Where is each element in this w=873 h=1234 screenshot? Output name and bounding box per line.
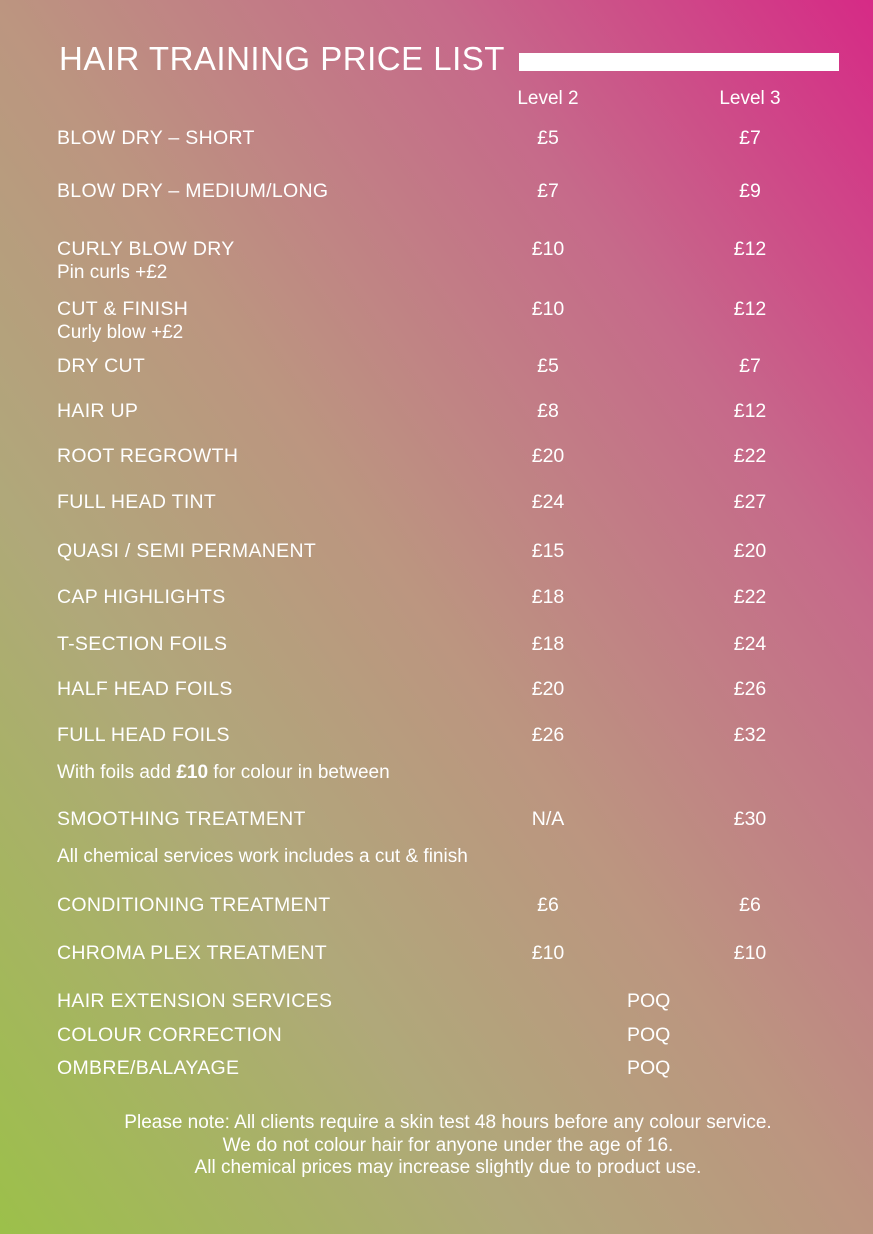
price-level-3: £6	[739, 894, 761, 916]
price-level-2: £26	[531, 724, 565, 746]
price-on-quote: POQ	[627, 990, 671, 1012]
column-header-level-3: Level 3	[719, 88, 781, 109]
price-level-3: £12	[733, 298, 767, 320]
service-name: COLOUR CORRECTION	[57, 1024, 283, 1046]
price-level-2: £10	[531, 238, 565, 260]
service-name: FULL HEAD TINT	[57, 491, 217, 513]
price-level-3: £7	[739, 127, 761, 149]
foils-note	[57, 762, 390, 784]
service-name: HAIR UP	[57, 400, 139, 422]
price-level-3: £9	[739, 180, 761, 202]
service-name: CONDITIONING TREATMENT	[57, 894, 331, 916]
price-level-2: £8	[537, 400, 559, 422]
price-level-3: £30	[733, 808, 767, 830]
foils-note-after: for colour in between	[208, 762, 390, 783]
footer-age-note: We do not colour hair for anyone under the age of 16.	[222, 1134, 674, 1156]
footer-price-note: All chemical prices may increase slightly due to product use.	[194, 1157, 702, 1178]
service-name: ROOT REGROWTH	[57, 445, 239, 467]
price-level-3: £7	[739, 355, 761, 377]
service-subnote: Pin curls +£2	[57, 262, 168, 283]
price-level-2: £10	[531, 942, 565, 964]
price-level-3: £32	[733, 724, 767, 746]
price-level-3: £22	[733, 586, 767, 608]
title-accent-bar	[519, 53, 839, 71]
price-level-2: £10	[531, 298, 565, 320]
price-level-3: £24	[733, 633, 767, 655]
price-level-3: £26	[733, 678, 767, 700]
price-level-2: £6	[537, 894, 559, 916]
price-on-quote: POQ	[627, 1057, 671, 1079]
chemical-services-note: All chemical services work includes a cut & finish	[57, 846, 468, 867]
price-level-2: £24	[531, 491, 565, 513]
service-name: HALF HEAD FOILS	[57, 678, 233, 700]
service-name: SMOOTHING TREATMENT	[57, 808, 306, 830]
price-level-2: £18	[531, 633, 565, 655]
service-name: DRY CUT	[57, 355, 146, 377]
page-title: HAIR TRAINING PRICE LIST	[59, 40, 505, 77]
service-name: CURLY BLOW DRY	[57, 238, 235, 260]
service-name: HAIR EXTENSION SERVICES	[57, 990, 333, 1012]
price-level-3: £22	[733, 445, 767, 467]
price-level-2: £15	[531, 540, 565, 562]
price-level-2: £5	[537, 355, 559, 377]
service-name: T-SECTION FOILS	[57, 633, 228, 655]
price-level-3: £20	[733, 540, 767, 562]
service-name: OMBRE/BALAYAGE	[57, 1057, 240, 1079]
price-level-2: N/A	[531, 808, 565, 830]
price-level-2: £7	[537, 180, 559, 202]
footer-skin-test-note: Please note: All clients require a skin test 48 hours before any colour service.	[124, 1112, 772, 1133]
service-name: FULL HEAD FOILS	[57, 724, 230, 746]
price-level-2: £20	[531, 445, 565, 467]
price-level-2: £20	[531, 678, 565, 700]
foils-note-before: With foils add	[57, 762, 177, 783]
price-level-3: £27	[733, 491, 767, 513]
service-subnote: Curly blow +£2	[57, 322, 184, 343]
price-level-3: £12	[733, 238, 767, 260]
price-level-3: £12	[733, 400, 767, 422]
price-on-quote: POQ	[627, 1024, 671, 1046]
service-name: QUASI / SEMI PERMANENT	[57, 540, 317, 562]
service-name: BLOW DRY – MEDIUM/LONG	[57, 180, 329, 202]
service-name: CHROMA PLEX TREATMENT	[57, 942, 327, 964]
service-name: CAP HIGHLIGHTS	[57, 586, 226, 608]
price-level-3: £10	[733, 942, 767, 964]
service-name: BLOW DRY – SHORT	[57, 127, 255, 149]
column-header-level-2: Level 2	[517, 88, 579, 109]
service-name: CUT & FINISH	[57, 298, 189, 320]
price-level-2: £5	[537, 127, 559, 149]
foils-note-amount: £10	[176, 762, 209, 783]
price-level-2: £18	[531, 586, 565, 608]
footer-notes	[40, 1112, 856, 1180]
